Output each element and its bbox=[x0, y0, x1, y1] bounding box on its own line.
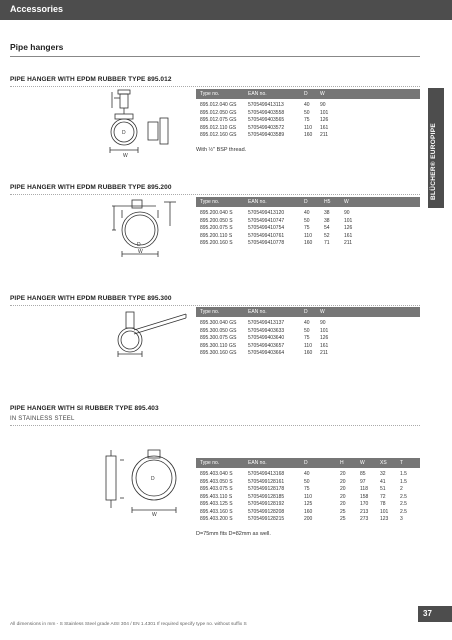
side-tab-label: BLÜCHER® EUROPIPE bbox=[430, 122, 437, 200]
page-number-box bbox=[418, 606, 452, 622]
table-row: 895.300.160 GS 5705499403664 160 211 bbox=[200, 350, 328, 356]
dim-label-w: W bbox=[123, 153, 128, 158]
page-number: 37 bbox=[423, 609, 432, 618]
product-table-895-012 bbox=[196, 89, 420, 140]
header-bar bbox=[0, 0, 452, 20]
product-table-895-200 bbox=[196, 197, 420, 248]
product-separator bbox=[10, 194, 420, 195]
page-heading: Pipe hangers bbox=[10, 42, 64, 52]
dim-label-w: W bbox=[152, 512, 157, 516]
table-row: 895.200.160 S 5705499410778 160 71 211 bbox=[200, 240, 352, 246]
table-note: D=75mm fits D=82mm as well. bbox=[196, 531, 271, 537]
pipe-hanger-drawing-895-403 bbox=[104, 448, 186, 516]
product-table-895-403 bbox=[196, 458, 420, 524]
table-row: 895.012.110 GS 5705499403572 110 161 bbox=[200, 124, 329, 131]
table-row: 895.403.110 S 5705499128185 110 20 158 72 2.5 bbox=[200, 493, 407, 500]
pipe-hanger-drawing-895-200 bbox=[110, 198, 182, 258]
table-header: Type no. EAN no. D H5 W bbox=[196, 197, 420, 207]
product-subtitle: IN STAINLESS STEEL bbox=[10, 416, 75, 422]
dim-label-w: W bbox=[138, 249, 143, 255]
table-row: 895.403.075 S 5705499128178 75 20 118 51 2 bbox=[200, 486, 403, 492]
product-title: PIPE HANGER WITH SI RUBBER TYPE 895.403 bbox=[10, 405, 159, 412]
product-table-895-300 bbox=[196, 307, 420, 358]
table-row: 895.300.050 GS 5705499403633 50 101 bbox=[200, 327, 329, 334]
table-row: 895.200.050 S 5705499410747 50 38 101 bbox=[200, 217, 353, 224]
table-row: 895.012.160 GS 5705499403589 160 211 bbox=[200, 132, 328, 138]
table-row: 895.403.200 S 5705499128215 200 25 273 123 3 bbox=[200, 516, 403, 522]
product-title: PIPE HANGER WITH EPDM RUBBER TYPE 895.200 bbox=[10, 184, 172, 191]
table-row: 895.012.075 GS 5705499403565 75 126 bbox=[200, 117, 329, 123]
table-row: 895.200.110 S 5705499410761 110 52 161 bbox=[200, 232, 353, 239]
table-row: 895.300.110 GS 5705499403657 110 161 bbox=[200, 342, 329, 349]
col-header: W bbox=[320, 91, 325, 97]
col-header: EAN no. bbox=[248, 91, 267, 97]
table-row: 895.403.125 S 5705499128192 125 20 170 78 2.5 bbox=[200, 501, 407, 507]
table-row: 895.300.075 GS 5705499403640 75 126 bbox=[200, 335, 329, 341]
table-row: 895.403.040 S 5705499413168 40 20 85 32 1.5 bbox=[200, 471, 407, 477]
pipe-hanger-drawing-895-300 bbox=[112, 306, 192, 358]
table-header: Type no. EAN no. D W bbox=[196, 307, 420, 317]
table-row: 895.403.050 S 5705499128161 50 20 97 41 1.5 bbox=[200, 478, 407, 485]
table-row: 895.300.040 GS 5705499413137 40 90 bbox=[200, 320, 326, 326]
header-title: Accessories bbox=[10, 4, 64, 14]
pipe-hanger-drawing-895-012 bbox=[108, 88, 180, 158]
heading-separator bbox=[10, 56, 420, 57]
dim-label-d: D bbox=[122, 130, 126, 136]
table-row: 895.200.075 S 5705499410754 75 54 126 bbox=[200, 225, 353, 231]
col-header: Type no. bbox=[200, 91, 220, 97]
table-row: 895.200.040 S 5705499413120 40 38 90 bbox=[200, 210, 350, 216]
product-title: PIPE HANGER WITH EPDM RUBBER TYPE 895.300 bbox=[10, 295, 172, 302]
table-row: 895.012.050 GS 5705499403558 50 101 bbox=[200, 109, 329, 116]
product-separator bbox=[10, 305, 420, 306]
table-header: Type no. EAN no. D H W XS T bbox=[196, 458, 420, 468]
table-note: With ½" BSP thread. bbox=[196, 147, 247, 153]
side-tab bbox=[428, 88, 444, 208]
table-row: 895.403.160 S 5705499128208 160 25 213 101 2.5 bbox=[200, 508, 407, 515]
col-header: D bbox=[304, 91, 308, 97]
dim-label-d: D bbox=[151, 476, 155, 482]
table-row: 895.012.040 GS 5705499413113 40 90 bbox=[200, 102, 326, 108]
table-header bbox=[196, 89, 420, 99]
dim-label-d: D bbox=[137, 242, 141, 248]
product-separator bbox=[10, 86, 420, 87]
product-separator bbox=[10, 425, 420, 426]
product-title: PIPE HANGER WITH EPDM RUBBER TYPE 895.012 bbox=[10, 76, 172, 83]
footer-note: All dimensions in mm - S Stainless Steel grade AISI 304 / EN 1.4301 If required specify type no. without suffix S bbox=[10, 622, 247, 627]
